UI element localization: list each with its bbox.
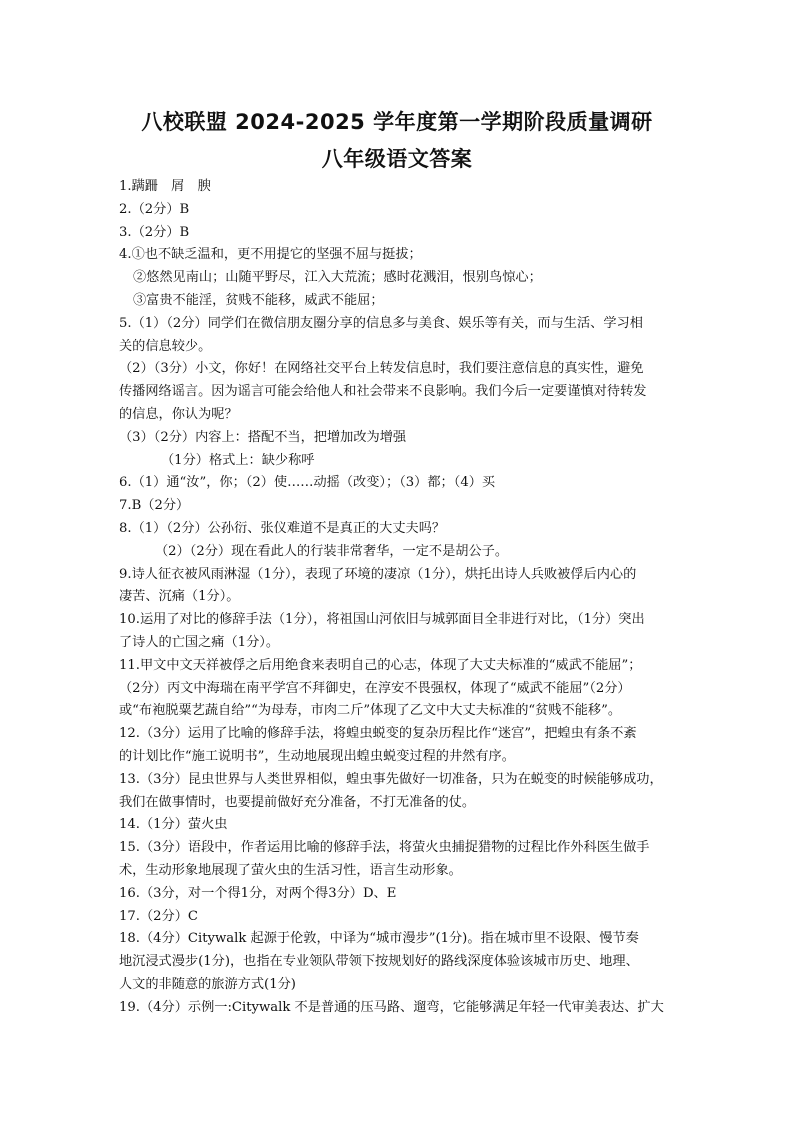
answer-14: 14.（1分）萤火虫 [119, 817, 228, 833]
answer-2: 2.（2分）B [119, 201, 190, 217]
answer-5-line: （3）（2分）内容上：搭配不当，把增加改为增强 [119, 429, 407, 445]
answer-10-line: 了诗人的亡国之痛（1分）。 [119, 634, 280, 650]
answer-6: 6.（1）通“汝”，你；（2）使……动摇（改变）；（3）都；（4）买 [119, 475, 496, 491]
answer-4-line: ③富贵不能淫，贫贱不能移，威武不能屈； [133, 292, 384, 308]
answer-13-line: 我们在做事情时，也要提前做好充分准备，不打无准备的仗。 [119, 794, 476, 810]
answer-18-line: 地沉浸式漫步(1分)，也指在专业领队带领下按规划好的路线深度体验该城市历史、地理、 [119, 954, 639, 970]
answer-9-line: 凄苦、沉痛（1分）。 [119, 589, 240, 605]
answer-10: 10.运用了对比的修辞手法（1分），将祖国山河依旧与城郭面目全非进行对比，（1分）突出 [119, 612, 645, 628]
answer-5-line: 的信息，你认为呢？ [119, 406, 238, 422]
answer-5-line: （1分）格式上：缺少称呼 [161, 452, 315, 468]
answer-17: 17.（2分）C [119, 908, 199, 924]
answer-8: 8.（1）（2分）公孙衍、张仪难道不是真正的大丈夫吗？ [119, 520, 446, 536]
answer-8-line: （2）（2分）现在看此人的行装非常奢华，一定不是胡公子。 [155, 543, 509, 559]
answer-list [119, 176, 684, 1019]
answer-9: 9.诗人征衣被风雨淋湿（1分），表现了环境的凄凉（1分），烘托出诗人兵败被俘后内心的 [119, 566, 637, 582]
answer-7: 7.B（2分） [119, 498, 190, 514]
answer-18-line: 人文的非随意的旅游方式(1分) [119, 976, 296, 992]
answer-5-line: 关的信息较少。 [119, 338, 212, 354]
answer-16: 16.（3分，对一个得1分，对两个得3分）D、E [119, 885, 397, 901]
answer-12-line: 的计划比作“施工说明书”，生动地展现出蝗虫蜕变过程的井然有序。 [119, 748, 515, 764]
answer-3: 3.（2分）B [119, 224, 190, 240]
answer-1: 1.蹒跚 屑 腴 [119, 179, 211, 194]
answer-5-line: 传播网络谣言。因为谣言可能会给他人和社会带来不良影响。我们今后一定要谨慎对待转发 [119, 384, 647, 400]
answer-15: 15.（3分）语段中，作者运用比喻的修辞手法，将萤火虫捕捉猎物的过程比作外科医生做手 [119, 840, 650, 856]
answer-18: 18.（4分）Citywalk 起源于伦敦，中译为“城市漫步”(1分)。指在城市里不设限、慢节奏 [119, 931, 639, 947]
answer-5-line: （2）（3分）小文，你好！在网络社交平台上转发信息时，我们要注意信息的真实性，避免 [119, 361, 644, 377]
answer-11-line: 或“布袍脱粟艺蔬自给”“为母寿，市肉二斤”体现了乙文中大丈夫标准的“贫贱不能移”。 [119, 703, 622, 719]
answer-15-line: 术，生动形象地展现了萤火虫的生活习性，语言生动形象。 [119, 862, 462, 878]
answer-5: 5.（1）（2分）同学们在微信朋友圈分享的信息多与美食、娱乐等有关，而与生活、学习相 [119, 315, 643, 331]
answer-4: 4.①也不缺乏温和，更不用提它的坚强不屈与挺拔； [119, 247, 422, 263]
answer-11: 11.甲文中文天祥被俘之后用绝食来表明自己的心志，体现了大丈夫标准的“威武不能屈”； [119, 657, 642, 673]
answer-4-line: ②悠然见南山；山随平野尽，江入大荒流；感时花溅泪，恨别鸟惊心； [133, 270, 542, 286]
answer-19: 19.（4分）示例一:Citywalk 不是普通的压马路、遛弯，它能够满足年轻一代审美表达、扩大 [119, 999, 664, 1015]
answer-13: 13.（3分）昆虫世界与人类世界相似，蝗虫事先做好一切准备，只为在蜕变的时候能够成功， [119, 771, 663, 787]
document-subtitle: 八年级语文答案 [321, 147, 473, 171]
answer-12: 12.（3分）运用了比喻的修辞手法，将蝗虫蜕变的复杂历程比作“迷宫”，把蝗虫有条不紊 [119, 726, 637, 742]
document-title: 八校联盟 2024-2025 学年度第一学期阶段质量调研 [141, 110, 653, 134]
answer-11-line: （2分）丙文中海瑞在南平学宫不拜御史，在淳安不畏强权，体现了“威武不能屈”（2分） [119, 680, 631, 696]
